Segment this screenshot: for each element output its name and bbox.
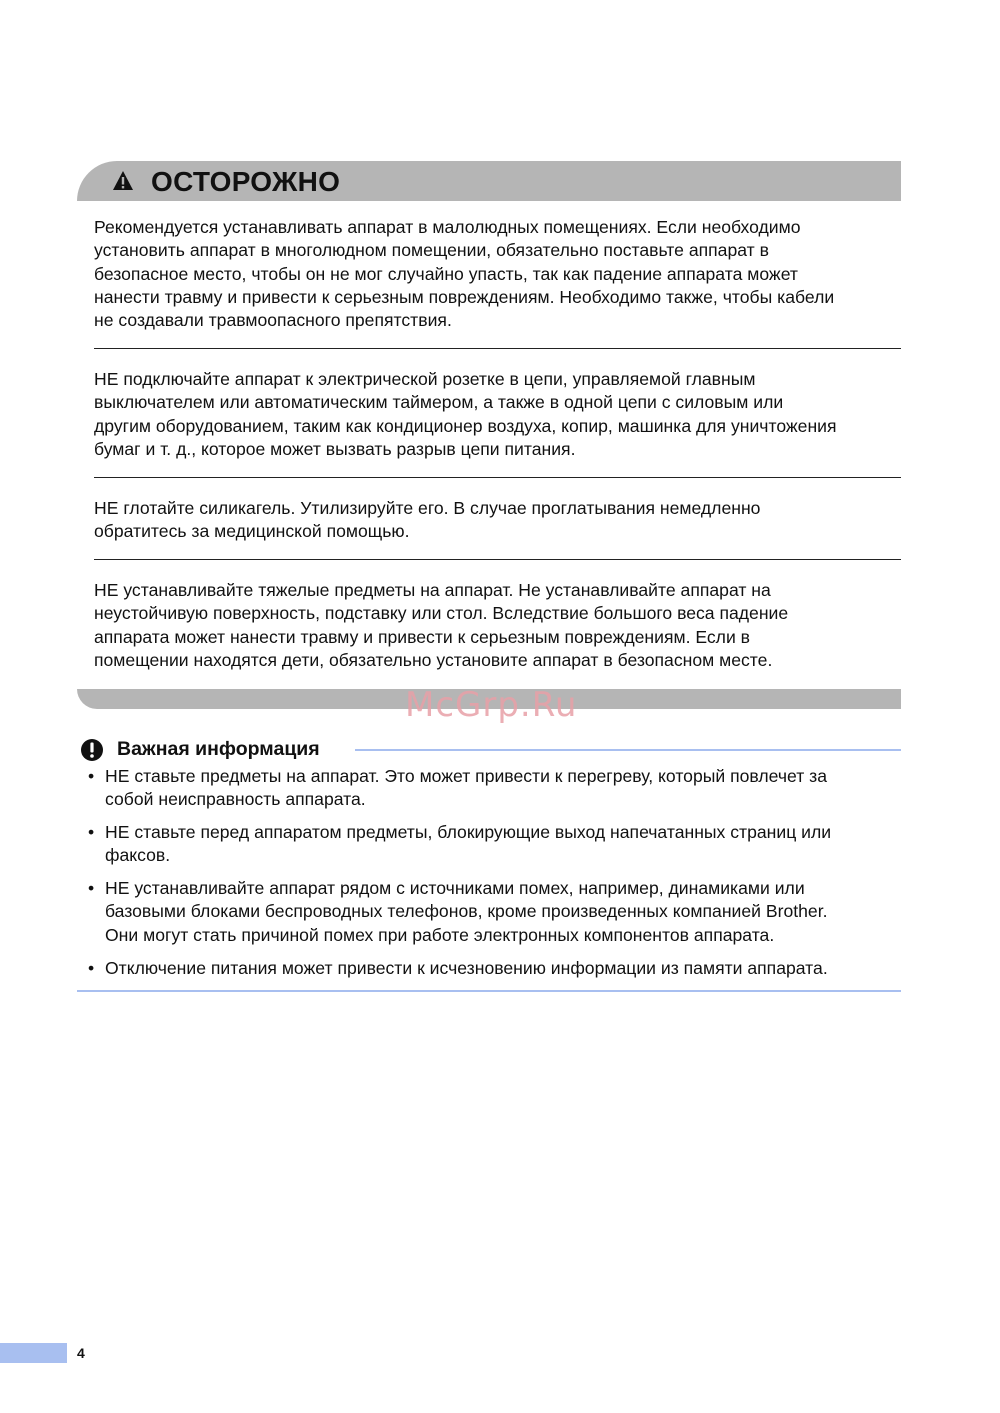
separator [94,559,901,560]
page-number: 4 [77,1345,85,1361]
warning-triangle-icon [112,170,134,192]
text-line: нанести травму и привести к серьезным повреждениям. Необходимо также, чтобы кабели [94,286,835,307]
important-item-3 [105,877,905,947]
separator [94,477,901,478]
important-title-rule [355,749,901,751]
important-item-1 [105,765,905,812]
bullet-marker: • [88,958,95,978]
text-line: выключателем или автоматическим таймером, а также в одной цепи с силовым или [94,392,784,413]
text-line: неустойчивую поверхность, подставку или стол. Вследствие большого веса падение [94,603,789,624]
important-title: Важная информация [117,738,320,760]
text-line: базовыми блоками беспроводных телефонов, кроме произведенных компанией Brother. [105,901,828,922]
text-line: помещении находятся дети, обязательно установите аппарат в безопасном месте. [94,649,773,670]
caution-paragraph-4 [94,579,904,672]
text-line: НЕ устанавливайте тяжелые предметы на аппарат. Не устанавливайте аппарат на [94,580,771,600]
bullet-marker: • [88,822,95,842]
text-line: другим оборудованием, таким как кондиционер воздуха, копир, машинка для уничтожения [94,415,837,436]
separator [94,348,901,349]
bullet-marker: • [88,878,95,898]
text-line: аппарата может нанести травму и привести к серьезным повреждениям. Если в [94,626,751,647]
text-line: обратитесь за медицинской помощью. [94,521,410,542]
caution-paragraph-3 [94,497,904,544]
text-line: НЕ ставьте перед аппаратом предметы, блокирующие выход напечатанных страниц или [105,822,832,842]
text-line: Отключение питания может привести к исчезновению информации из памяти аппарата. [105,958,828,978]
text-line: НЕ ставьте предметы на аппарат. Это может привести к перегреву, который повлечет за [105,766,828,786]
watermark: McGrp.Ru [405,685,578,725]
important-item-4 [105,957,905,980]
caution-paragraph-1 [94,216,904,332]
caution-paragraph-2 [94,368,904,461]
text-line: факсов. [105,845,171,866]
text-line: Рекомендуется устанавливать аппарат в малолюдных помещениях. Если необходимо [94,217,801,237]
text-line: не создавали травмоопасного препятствия. [94,310,452,331]
text-line: Они могут стать причиной помех при работе электронных компонентов аппарата. [105,924,775,945]
important-item-2 [105,821,905,868]
text-line: безопасное место, чтобы он не мог случайно упасть, так как падение аппарата может [94,263,798,284]
text-line: НЕ подключайте аппарат к электрической розетке в цепи, управляемой главным [94,369,756,389]
text-line: собой неисправность аппарата. [105,789,366,810]
important-bottom-rule [77,990,901,992]
caution-title: ОСТОРОЖНО [151,166,341,197]
exclamation-circle-icon [80,738,104,762]
text-line: бумаг и т. д., которое может вызвать разрыв цепи питания. [94,438,576,459]
text-line: установить аппарат в многолюдном помещении, обязательно поставьте аппарат в [94,240,769,261]
bullet-marker: • [88,766,95,786]
page-tab [0,1343,67,1363]
text-line: НЕ устанавливайте аппарат рядом с источниками помех, например, динамиками или [105,878,805,898]
text-line: НЕ глотайте силикагель. Утилизируйте его. В случае проглатывания немедленно [94,498,761,518]
